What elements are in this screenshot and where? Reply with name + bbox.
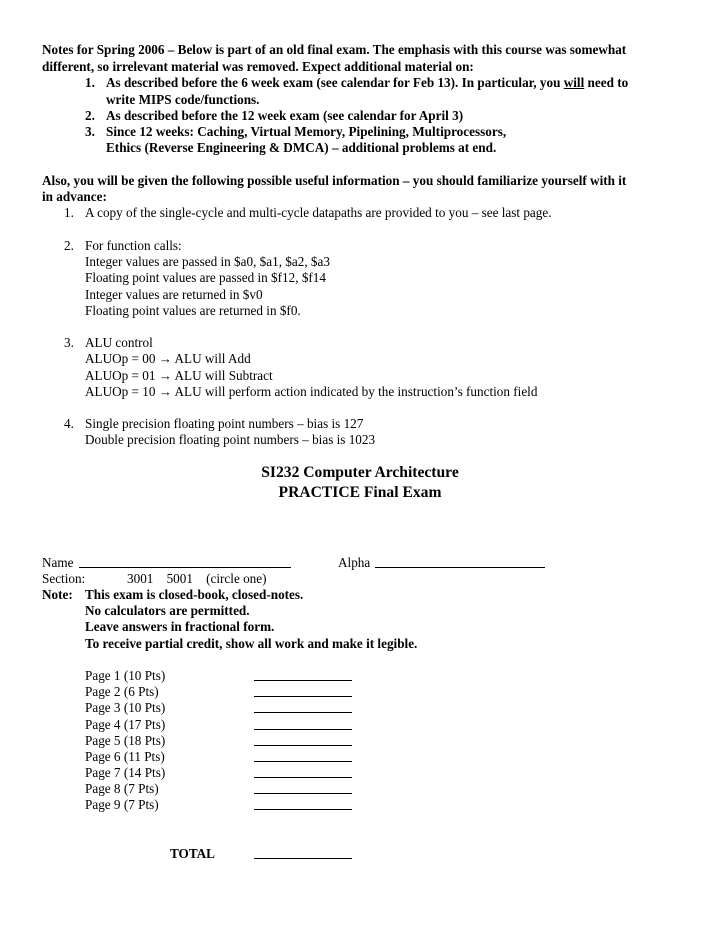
info-item-4-num: 4.: [64, 416, 74, 431]
notes-item-3-line2: Ethics (Reverse Engineering & DMCA) – additional problems at end.: [106, 140, 497, 155]
note-line: Leave answers in fractional form.: [85, 619, 275, 634]
score-page-label: Page 8 (7 Pts): [85, 781, 159, 796]
score-page-label: Page 2 (6 Pts): [85, 684, 159, 699]
info-item-1-line: A copy of the single-cycle and multi-cycle datapaths are provided to you – see last page.: [85, 205, 552, 220]
total-blank[interactable]: [254, 846, 352, 859]
notes-item-3-num: 3.: [85, 124, 95, 139]
info-item-3-line: ALUOp = 01 → ALU will Subtract: [85, 368, 273, 383]
notes-item-2-line1: As described before the 12 week exam (see calendar for April 3): [106, 108, 464, 123]
info-intro-line1: Also, you will be given the following possible useful information – you should familiarize yourself with it: [42, 173, 627, 188]
info-intro-line2: in advance:: [42, 189, 107, 204]
score-page-blank[interactable]: [254, 797, 352, 810]
info-item-3-line: ALUOp = 10 → ALU will perform action indicated by the instruction’s function field: [85, 384, 538, 399]
section-label: Section:: [42, 571, 86, 586]
info-item-4-line: Double precision floating point numbers – bias is 1023: [85, 432, 376, 447]
section-options: 3001 5001 (circle one): [127, 571, 267, 586]
info-item-3-line: ALUOp = 00 → ALU will Add: [85, 351, 251, 366]
info-item-2-num: 2.: [64, 238, 74, 253]
score-page-blank[interactable]: [254, 733, 352, 746]
score-page-label: Page 4 (17 Pts): [85, 717, 166, 732]
score-page-blank[interactable]: [254, 684, 352, 697]
note-label: Note:: [42, 587, 73, 602]
score-page-label: Page 9 (7 Pts): [85, 797, 159, 812]
score-page-label: Page 5 (18 Pts): [85, 733, 166, 748]
name-field[interactable]: [79, 555, 291, 568]
score-page-blank[interactable]: [254, 700, 352, 713]
info-item-2-line: For function calls:: [85, 238, 182, 253]
score-page-label: Page 3 (10 Pts): [85, 700, 166, 715]
info-item-3-line: ALU control: [85, 335, 153, 350]
note-line: This exam is closed-book, closed-notes.: [85, 587, 304, 602]
notes-intro-line2: different, so irrelevant material was removed. Expect additional material on:: [42, 59, 474, 74]
name-label: Name: [42, 555, 74, 570]
notes-item-1-line1: As described before the 6 week exam (see calendar for Feb 13). In particular, you will need to: [106, 75, 629, 90]
score-page-label: Page 7 (14 Pts): [85, 765, 166, 780]
info-item-1-num: 1.: [64, 205, 74, 220]
info-item-2-line: Integer values are passed in $a0, $a1, $a2, $a3: [85, 254, 330, 269]
notes-item-3-line1: Since 12 weeks: Caching, Virtual Memory, Pipelining, Multiprocessors,: [106, 124, 507, 139]
notes-item-1-num: 1.: [85, 75, 95, 90]
score-page-blank[interactable]: [254, 781, 352, 794]
total-label: TOTAL: [170, 846, 215, 861]
info-item-2-line: Floating point values are returned in $f0.: [85, 303, 301, 318]
score-page-blank[interactable]: [254, 717, 352, 730]
note-line: No calculators are permitted.: [85, 603, 250, 618]
notes-intro-line1: Notes for Spring 2006 – Below is part of an old final exam. The emphasis with this course was somewhat: [42, 42, 627, 57]
info-item-2-line: Integer values are returned in $v0: [85, 287, 263, 302]
exam-subtitle: PRACTICE Final Exam: [278, 484, 442, 501]
alpha-field[interactable]: [375, 555, 545, 568]
info-item-2-line: Floating point values are passed in $f12, $f14: [85, 270, 326, 285]
exam-title: SI232 Computer Architecture: [261, 464, 459, 481]
notes-item-1-line2: write MIPS code/functions.: [106, 92, 260, 107]
score-page-blank[interactable]: [254, 765, 352, 778]
score-page-label: Page 1 (10 Pts): [85, 668, 166, 683]
score-page-blank[interactable]: [254, 668, 352, 681]
info-item-4-line: Single precision floating point numbers – bias is 127: [85, 416, 364, 431]
notes-item-2-num: 2.: [85, 108, 95, 123]
score-page-label: Page 6 (11 Pts): [85, 749, 165, 764]
info-item-3-num: 3.: [64, 335, 74, 350]
note-line: To receive partial credit, show all work and make it legible.: [85, 636, 418, 651]
score-page-blank[interactable]: [254, 749, 352, 762]
alpha-label: Alpha: [338, 555, 371, 570]
